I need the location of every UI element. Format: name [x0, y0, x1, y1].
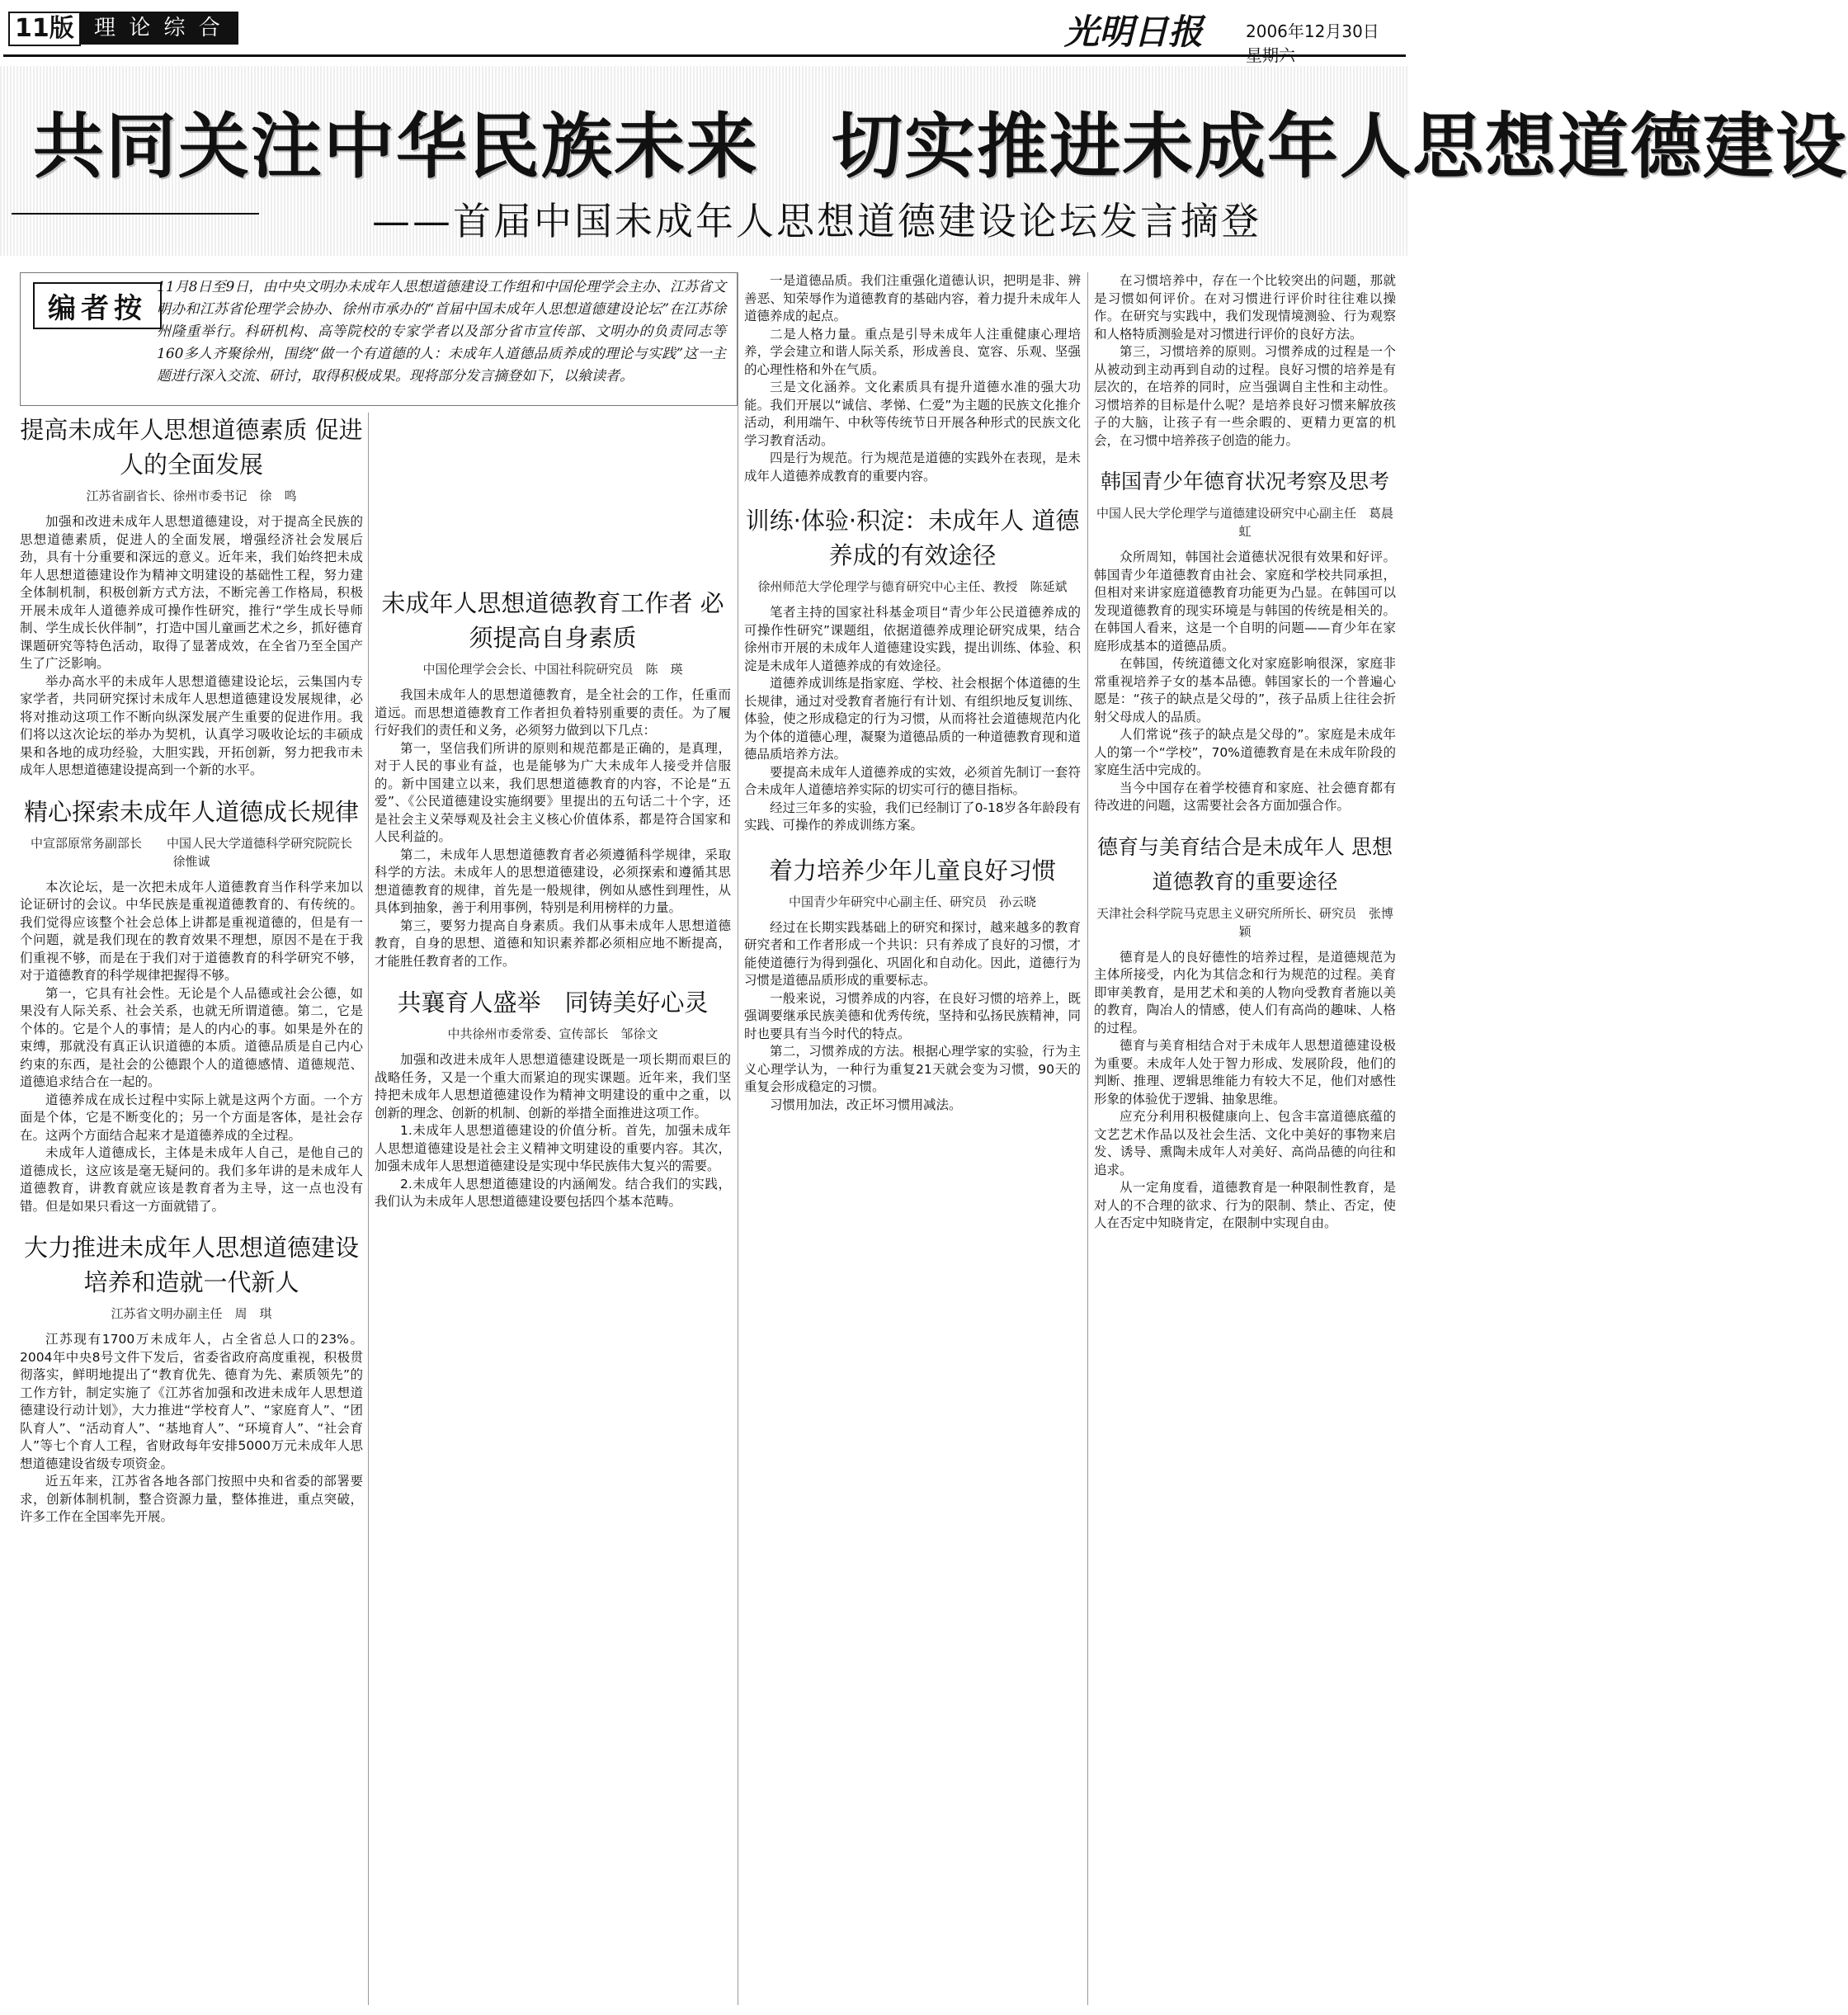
article-paragraph: 经过在长期实践基础上的研究和探讨，越来越多的教育研究者和工作者形成一个共识：只有养成了良好的习惯，才能使道德行为得到强化、巩固化和自动化。因此，道德行为习惯是道德品质形成的重要标志。	[744, 919, 1081, 988]
article-paragraph: 应充分利用积极健康向上、包含丰富道德底蕴的文艺艺术作品以及社会生活、文化中美好的事物来启发、诱导、熏陶未成年人对美好、高尚品德的向往和追求。	[1094, 1109, 1396, 1177]
article-paragraph: 1.未成年人思想道德建设的价值分析。首先，加强未成年人思想道德建设是社会主义精神文明建设的重要内容。其次，加强未成年人思想道德建设是实现中华民族伟大复兴的需要。	[375, 1123, 731, 1173]
column-divider	[1087, 272, 1088, 2005]
article-paragraph: 习惯用加法，改正坏习惯用减法。	[770, 1097, 962, 1112]
article-title: 精心探索未成年人道德成长规律	[23, 797, 359, 826]
article-column-2	[375, 413, 731, 2005]
subtitle-rule	[12, 213, 259, 215]
article-paragraph: 在韩国，传统道德文化对家庭影响很深，家庭非常重视培养子女的基本品德。韩国家长的一个普遍心愿是：“孩子的缺点是父母的”，孩子品质上往往会折射父母成人的品质。	[1094, 656, 1396, 724]
article-byline: 中国人民大学伦理学与道德建设研究中心副主任 葛晨虹	[1096, 506, 1393, 539]
article-paragraph: 加强和改进未成年人思想道德建设，对于提高全民族的思想道德素质，促进人的全面发展，增强经济社会发展后劲，具有十分重要和深远的意义。近年来，我们始终把未成年人思想道德建设作为精神文明建设的基础性工程，努力建全体制机制，积极创新方式方法，不断完善工作格局，积极开展未成年人道德养成可操作性研究，推行“学生成长导师制、学生成长伙伴制”，打造中国儿童画艺术之乡，抓好德育课题研究等特色活动，取得了显著成效，在全省乃至全国产生了广泛影响。	[20, 514, 363, 671]
article-paragraph: 第二，习惯养成的方法。根据心理学家的实验，行为主义心理学认为，一种行为重复21天就会变为习惯，90天的重复会形成稳定的习惯。	[744, 1044, 1081, 1094]
article-paragraph: 第一，坚信我们所讲的原则和规范都是正确的，是真理，对于人民的事业有益，也是能够为广大未成年人接受并信服的。新中国建立以来，我们思想道德教育的内容，不论是“五爱”、《公民道德建设实施纲要》里提出的五句话二十个字，还是社会主义荣辱观及社会主义核心价值体系，都是符合国家和人民利益的。	[375, 740, 731, 844]
article-paragraph: 2.未成年人思想道德建设的内涵阐发。结合我们的实践，我们认为未成年人思想道德建设要包括四个基本范畴。	[375, 1176, 731, 1209]
article-paragraph: 当今中国存在着学校德育和家庭、社会德育都有待改进的问题，这需要社会各方面加强合作。	[1094, 780, 1396, 813]
section-label: 理 论 综 合	[79, 12, 238, 45]
article-paragraph: 经过三年多的实验，我们已经制订了0-18岁各年龄段有实践、可操作的养成训练方案。	[744, 800, 1081, 833]
article-paragraph: 江苏现有1700万未成年人，占全省总人口的23%。2004年中央8号文件下发后，省委省政府高度重视，积极贯彻落实，鲜明地提出了“教育优先、德育为先、素质领先”的工作方针，制定实施了《江苏省加强和改进未成年人思想道德建设行动计划》，大力推进“学校育人”、“家庭育人”、“团队育人”、“活动育人”、“基地育人”、“环境育人”、“社会育人”等七个育人工程，省财政每年安排5000万元未成年人思想道德建设省级专项资金。	[20, 1332, 363, 1471]
article-paragraph: 从一定角度看，道德教育是一种限制性教育，是对人的不合理的欲求、行为的限制、禁止、否定，使人在否定中知晓肯定，在限制中实现自由。	[1094, 1180, 1396, 1230]
article-byline: 中共徐州市委常委、宣传部长 邹徐文	[447, 1026, 658, 1041]
article-paragraph: 三是文化涵养。文化素质具有提升道德水准的强大功能。我们开展以“诚信、孝悌、仁爱”为主题的民族文化推介活动，利用端午、中秋等传统节日开展各种形式的民族文化学习教育活动。	[744, 380, 1081, 448]
article-paragraph: 一是道德品质。我们注重强化道德认识，把明是非、辨善恶、知荣辱作为道德教育的基础内容，着力提升未成年人道德养成的起点。	[744, 273, 1081, 323]
article-paragraph: 在习惯培养中，存在一个比较突出的问题，那就是习惯如何评价。在对习惯进行评价时往往难以操作。在研究与实践中，我们发现情境测验、行为观察和人格特质测验是对习惯进行评价的良好方法。	[1094, 273, 1396, 342]
article-title: 未成年人思想道德教育工作者 必须提高自身素质	[381, 589, 724, 652]
article-paragraph: 第一，它具有社会性。无论是个人品德或社会公德，如果没有人际关系、社会关系，也就无所谓道德。第二，它是个体的。它是个人的事情；是人的内心的事。如果是外在的束缚，那就没有真正认识道德的本质。道德品质是自己内心约束的东西，是社会的公德跟个人的道德感情、道德规范、道德追求结合在一起的。	[20, 985, 363, 1089]
article-paragraph: 我国未成年人的思想道德教育，是全社会的工作，任重而道远。而思想道德教育工作者担负着特别重要的责任。为了履行好我们的责任和义务，必须努力做到以下几点：	[375, 687, 731, 738]
article-byline: 中国青少年研究中心副主任、研究员 孙云晓	[788, 894, 1036, 909]
article-paragraph: 人们常说“孩子的缺点是父母的”。家庭是未成年人的第一个“学校”，70%道德教育是在未成年阶段的家庭生活中完成的。	[1094, 727, 1396, 777]
article-title: 着力培养少年儿童良好习惯	[768, 856, 1056, 885]
article-paragraph: 四是行为规范。行为规范是道德的实践外在表现，是未成年人道德养成教育的重要内容。	[744, 451, 1081, 484]
article-paragraph: 加强和改进未成年人思想道德建设既是一项长期而艰巨的战略任务，又是一个重大而紧迫的现实课题。近年来，我们坚持把未成年人思想道德建设作为精神文明建设的重中之重，以创新的理念、创新的机制、创新的举措全面推进这项工作。	[375, 1052, 731, 1121]
column-divider	[368, 413, 369, 2005]
article-paragraph: 近五年来，江苏省各地各部门按照中央和省委的部署要求，创新体制机制，整合资源力量，整体推进，重点突破，许多工作在全国率先开展。	[20, 1474, 363, 1524]
article-byline: 江苏省文明办副主任 周 琪	[111, 1306, 272, 1321]
article-byline: 中国伦理学会会长、中国社科院研究员 陈 瑛	[422, 662, 683, 677]
article-paragraph: 德育与美育相结合对于未成年人思想道德建设极为重要。未成年人处于智力形成、发展阶段，他们的判断、推理、逻辑思维能力有较大不足，他们对感性形象的体验优于逻辑、抽象思维。	[1094, 1038, 1396, 1107]
article-paragraph: 道德养成在成长过程中实际上就是这两个方面。一个方面是个体，它是不断变化的；另一个方面是客体，是社会存在。这两个方面结合起来才是道德养成的全过程。	[20, 1092, 363, 1143]
article-paragraph: 举办高水平的未成年人思想道德建设论坛，云集国内专家学者，共同研究探讨未成年人思想道德建设发展规律，必将对推动这项工作不断向纵深发展产生重要的促进作用。我们将以这次论坛的举办为契机，认真学习吸收论坛的丰硕成果和各地的成功经验，大胆实践，开拓创新，努力把我市未成年人思想道德建设提高到一个新的水平。	[20, 673, 363, 777]
article-paragraph: 第二，未成年人思想道德教育者必须遵循科学规律，采取科学的方法。未成年人的思想道德建设，必须探索和遵循其思想道德教育的规律，首先是一般规律，例如从感性到理性，从具体到抽象，善于利用事例，特别是利用榜样的力量。	[375, 847, 731, 915]
article-title: 共襄育人盛举 同铸美好心灵	[397, 989, 709, 1017]
article-column-4	[1094, 272, 1396, 2005]
article-paragraph: 第三，习惯培养的原则。习惯养成的过程是一个从被动到主动再到自动的过程。良好习惯的培养是有层次的，在培养的同时，应当强调自主性和主动性。习惯培养的目标是什么呢？是培养良好习惯来解放孩子的大脑，让孩子有一些余暇的、更精力更富的机会，在习惯中培养孩子创造的能力。	[1094, 344, 1396, 448]
article-title: 大力推进未成年人思想道德建设 培养和造就一代新人	[23, 1234, 359, 1296]
article-paragraph: 德育是人的良好德性的培养过程，是道德规范为主体所接受，内化为其信念和行为规范的过程。美育即审美教育，是用艺术和美的人物向受教育者施以美的教育，陶冶人的情感，使人们有高尚的趣味、人格的过程。	[1094, 949, 1396, 1036]
editor-note-text: 11月8日至9日，由中央文明办未成年人思想道德建设工作组和中国伦理学会主办、江苏省文明办和江苏省伦理学会协办、徐州市承办的“首届中国未成年人思想道德建设论坛”在江苏徐州隆重举行。科研机构、高等院校的专家学者以及部分省市宣传部、文明办的负责同志等160多人齐聚徐州，围绕“做一个有道德的人：未成年人道德品质养成的理论与实践”这一主题进行深入交流、研讨，取得积极成果。现将部分发言摘登如下，以飨读者。	[157, 279, 726, 385]
article-paragraph: 笔者主持的国家社科基金项目“青少年公民道德养成的可操作性研究”课题组，依据道德养成理论研究成果，结合徐州市开展的未成年人道德建设实践，提出训练、体验、积淀是未成年人道德养成的有效途径。	[744, 605, 1081, 673]
editor-note-label: 编者按	[33, 282, 162, 329]
article-paragraph: 二是人格力量。重点是引导未成年人注重健康心理培养，学会建立和谐人际关系，形成善良、宽容、乐观、坚强的心理性格和外在气质。	[744, 326, 1081, 377]
article-paragraph: 道德养成训练是指家庭、学校、社会根据个体道德的生长规律，通过对受教育者施行有计划、有组织地反复训练、体验，使之形成稳定的行为习惯，从而将社会道德规范内化为个体的道德心理，凝聚为道德品质的一种道德教育现和道德品质培养方法。	[744, 676, 1081, 762]
article-title: 提高未成年人思想道德素质 促进人的全面发展	[20, 416, 363, 479]
article-paragraph: 本次论坛，是一次把未成年人道德教育当作科学来加以论证研讨的会议。中华民族是重视道德教育的、有传统的。我们觉得应该整个社会总体上讲都是重视道德的，但是有一个问题，就是我们现在的教育效果不理想，原因不是在于我们重视不够，而是在于我们对于道德教育的科学研究不够，对于道德教育的科学规律把握得不够。	[20, 879, 363, 983]
article-paragraph: 一般来说，习惯养成的内容，在良好习惯的培养上，既强调要继承民族美德和优秀传统，坚持和弘扬民族精神，同时也要具有当今时代的特点。	[744, 990, 1081, 1041]
article-title: 训练·体验·积淀：未成年人 道德养成的有效途径	[745, 507, 1080, 569]
article-byline: 江苏省副省长、徐州市委书记 徐 鸣	[86, 488, 297, 503]
article-title: 德育与美育结合是未成年人 思想道德教育的重要途径	[1097, 834, 1393, 894]
article-column-1	[20, 413, 363, 2005]
issue-date: 2006年12月30日 星期六	[1246, 21, 1379, 65]
article-byline: 天津社会科学院马克思主义研究所所长、研究员 张博颖	[1096, 905, 1393, 939]
article-column-3	[744, 272, 1081, 2005]
newspaper-logo: 光明日报	[1064, 12, 1204, 52]
page-subtitle: ——首届中国未成年人思想道德建设论坛发言摘登	[372, 199, 1261, 243]
page-title: 共同关注中华民族未来 切实推进未成年人思想道德建设	[33, 106, 1848, 188]
article-byline: 中宣部原常务副部长 中国人民大学道德科学研究院院长 徐惟诚	[30, 835, 365, 869]
article-paragraph: 众所周知，韩国社会道德状况很有效果和好评。韩国青少年道德教育由社会、家庭和学校共同承担，但相对来讲家庭道德教育功能更为凸显。在韩国可以发现道德教育的现实环境是与韩国的传统是相关的。在韩国人看来，这是一个自明的问题——育少年在家庭形成基本的道德品质。	[1094, 550, 1396, 654]
article-paragraph: 第三，要努力提高自身素质。我们从事未成年人思想道德教育，自身的思想、道德和知识素养都必须相应地不断提高，才能胜任教育者的工作。	[375, 918, 731, 969]
article-title: 韩国青少年德育状况考察及思考	[1100, 470, 1389, 493]
page-number: 11版	[8, 12, 81, 46]
article-paragraph: 要提高未成年人道德养成的实效，必须首先制订一套符合未成年人道德培养实际的切实可行的德目指标。	[744, 764, 1081, 797]
article-byline: 徐州师范大学伦理学与德育研究中心主任、教授 陈延斌	[757, 579, 1068, 594]
article-paragraph: 未成年人道德成长，主体是未成年人自己，是他自己的道德成长，这应该是毫无疑问的。我们多年讲的是未成年人道德教育，讲教育就应该是教育者为主导，这一点也没有错。但是如果只看这一方面就错了。	[20, 1145, 363, 1214]
